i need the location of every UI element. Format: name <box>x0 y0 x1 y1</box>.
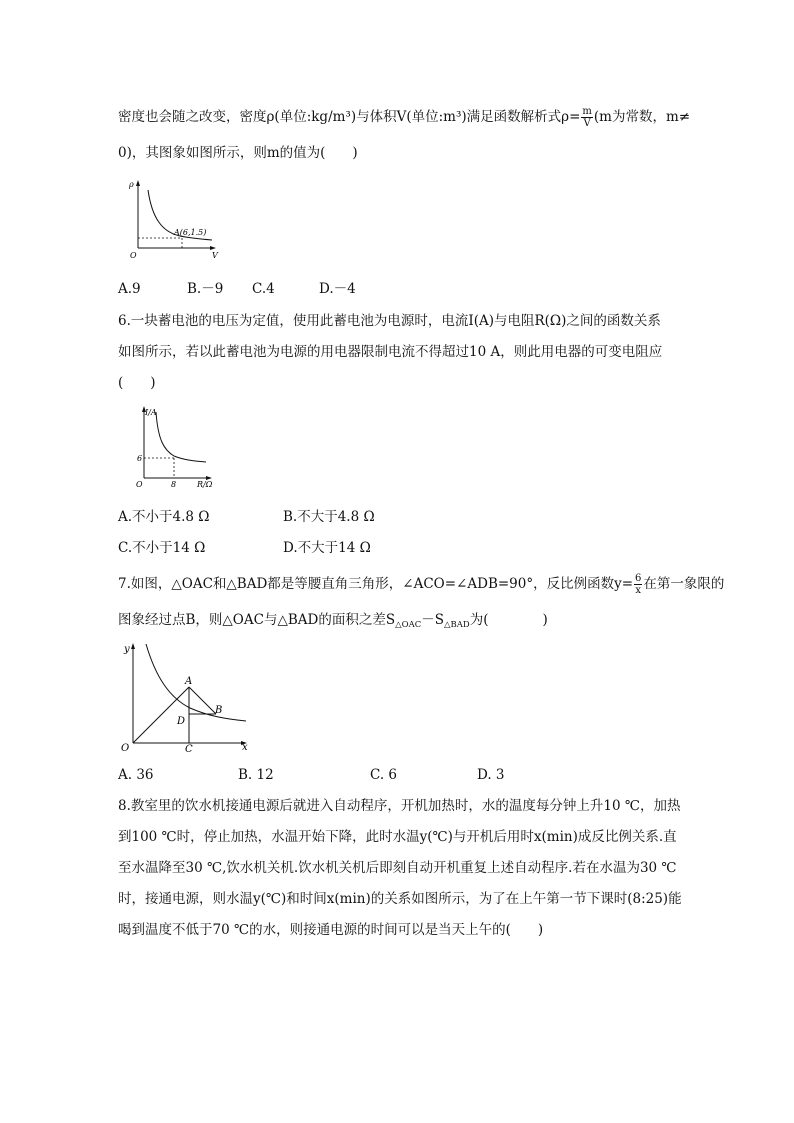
q6-option-d: D.不大于14 Ω <box>283 540 371 556</box>
q7-segment-ab <box>189 687 216 714</box>
q7-y-label: y <box>124 644 130 655</box>
q6-y-label: I/A <box>145 408 157 417</box>
q5-y-label: ρ <box>129 180 134 189</box>
q7-label-a: A <box>185 676 193 687</box>
q7-curve <box>146 644 246 721</box>
q6-stem-line1: 6.一块蓄电池的电压为定值，使用此蓄电池为电源时，电流I(A)与电阻R(Ω)之间的函数关系 <box>118 313 661 329</box>
q7-subscript-oac: △OAC <box>395 620 422 630</box>
q8-stem-line1: 8.教室里的饮水机接通电源后就进入自动程序，开机加热时，水的温度每分钟上升10 ℃，加热 <box>118 798 681 814</box>
q7-stem-text-a: 7.如图，△OAC和△BAD都是等腰直角三角形，∠ACO=∠ADB=90°，反比例函数y= <box>118 576 634 592</box>
q7-option-c: C. 6 <box>370 767 398 783</box>
q7-fraction-numerator: 6 <box>635 573 642 584</box>
q7-stem-text-e: 为( ) <box>469 612 548 628</box>
q7-subscript-bad: △BAD <box>443 620 470 630</box>
q7-label-d: D <box>177 716 186 727</box>
q7-stem-line2 <box>118 610 548 635</box>
q5-x-label: V <box>212 251 218 260</box>
q5-point-label: A(6,1.5) <box>174 228 207 237</box>
q7-stem-text-b: 在第一象限的 <box>643 576 725 592</box>
q8-stem-line5: 喝到温度不低于70 ℃的水，则接通电源的时间可以是当天上午的( ) <box>118 922 544 938</box>
q5-option-a: A.9 <box>118 281 141 297</box>
q6-option-c: C.不小于14 Ω <box>118 540 206 556</box>
q6-graph <box>134 404 224 490</box>
q7-y-arrow <box>131 643 135 649</box>
q5-fraction-denominator: V <box>583 118 591 129</box>
q7-x-label: x <box>242 742 248 753</box>
q8-stem-line3: 至水温降至30 ℃,饮水机关机.饮水机关机后即刻自动开机重复上述自动程序.若在水温为30 ℃ <box>118 860 677 876</box>
q5-stem-text-b: (m为常数，m≠ <box>593 109 691 125</box>
q6-x-label: R/Ω <box>197 480 213 489</box>
q6-stem-line2: 如图所示，若以此蓄电池为电源的用电器限制电流不得超过10 A，则此用电器的可变电阻应 <box>118 344 663 360</box>
q8-stem-line2: 到100 ℃时，停止加热，水温开始下降，此时水温y(℃)与开机后用时x(min)成反比例关系.直 <box>118 829 677 845</box>
q5-stem-line1 <box>118 106 690 129</box>
q6-stem-line3: ( ) <box>118 375 156 391</box>
q5-origin-label: O <box>130 251 137 260</box>
q7-option-d: D. 3 <box>477 767 505 783</box>
q7-stem-text-c: 图象经过点B，则△OAC与△BAD的面积之差S <box>118 612 396 628</box>
q5-option-c: C.4 <box>252 281 275 297</box>
q5-option-d: D.－4 <box>319 281 356 297</box>
q7-fraction <box>634 573 642 596</box>
q5-x-arrow <box>210 246 216 250</box>
q7-origin-label: O <box>121 743 130 754</box>
q5-option-b: B.－9 <box>187 281 224 297</box>
q7-stem-line1 <box>118 573 724 596</box>
q7-segment-oa <box>133 687 189 743</box>
q6-option-b: B.不大于4.8 Ω <box>283 509 375 525</box>
q7-graph <box>116 638 256 754</box>
q5-fraction <box>581 106 592 129</box>
q7-stem-text-d: －S <box>421 612 444 628</box>
q7-option-b: B. 12 <box>238 767 274 783</box>
q6-curve <box>156 412 206 462</box>
q6-origin-label: O <box>136 480 143 489</box>
q5-graph <box>128 178 228 262</box>
q5-stem-text-a: 密度也会随之改变，密度ρ(单位:kg/m³)与体积V(单位:m³)满足函数解析式ρ= <box>118 109 581 125</box>
q5-y-arrow <box>136 180 140 186</box>
q5-fraction-numerator: m <box>582 106 592 117</box>
q7-option-a: A. 36 <box>118 767 154 783</box>
q6-x-tick: 8 <box>171 480 177 489</box>
q6-y-tick: 6 <box>137 454 143 463</box>
q6-option-a: A.不小于4.8 Ω <box>118 509 210 525</box>
q7-label-b: B <box>215 705 223 716</box>
q5-stem-line2: 0)，其图象如图所示，则m的值为( ) <box>118 145 358 161</box>
q8-stem-line4: 时，接通电源，则水温y(℃)和时间x(min)的关系如图所示，为了在上午第一节下课时(8:25)能 <box>118 891 682 907</box>
q7-fraction-denominator: x <box>635 585 642 596</box>
q7-label-c: C <box>185 744 193 755</box>
